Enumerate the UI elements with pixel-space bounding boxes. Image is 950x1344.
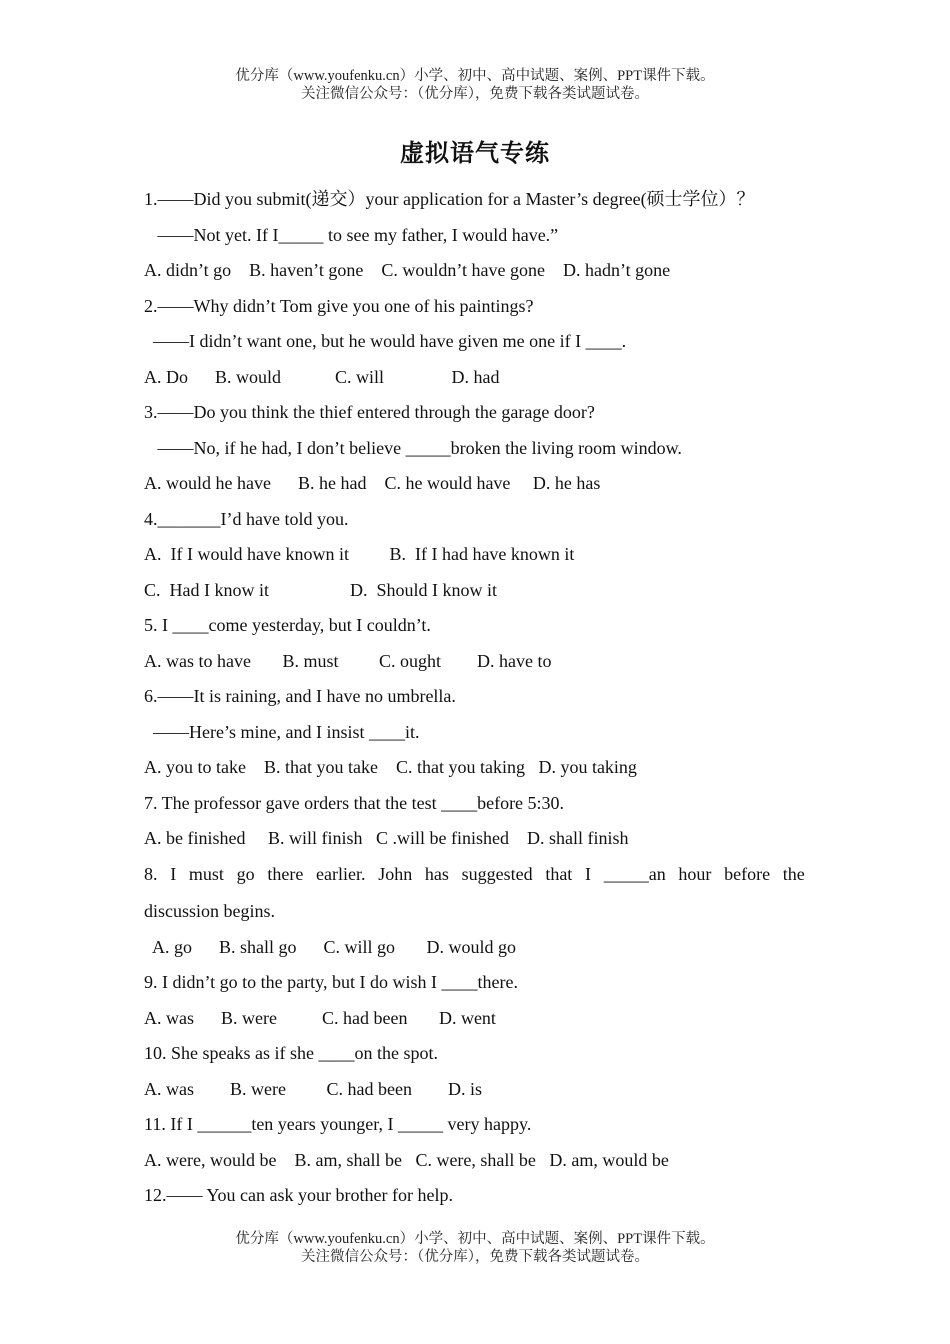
text-line: C. Had I know it D. Should I know it: [144, 580, 497, 600]
word: _____an: [603, 864, 666, 884]
word: hour: [678, 864, 712, 884]
document-title: 虚拟语气专练: [400, 141, 550, 167]
text-line: 1.——Did you submit(递交）your application for a Master’s degree(硕士学位）？: [144, 189, 755, 209]
text-line: 9. I didn’t go to the party, but I do wish I ____there.: [144, 972, 518, 992]
text-line: 4._______I’d have told you.: [144, 509, 349, 529]
text-line: A. didn’t go B. haven’t gone C. wouldn’t have gone D. hadn’t gone: [144, 260, 671, 280]
text-line: A. was B. were C. had been D. is: [144, 1079, 482, 1099]
text-line: [144, 863, 805, 885]
word: must: [188, 864, 224, 884]
text-line: 5. I ____come yesterday, but I couldn’t.: [144, 615, 431, 635]
word: there: [267, 864, 304, 884]
text-line: 10. She speaks as if she ____on the spot.: [144, 1043, 438, 1063]
word: the: [782, 864, 805, 884]
text-line: 3.——Do you think the thief entered through the garage door?: [144, 402, 595, 422]
word: suggested: [461, 864, 533, 884]
footer-line-2: 关注微信公众号：（优分库），免费下载各类试题试卷。: [301, 1249, 649, 1265]
page-footer: [0, 1230, 950, 1266]
text-line: A. Do B. would C. will D. had: [144, 367, 500, 387]
page-header: [0, 67, 950, 103]
text-line: ——Here’s mine, and I insist ____it.: [144, 722, 420, 742]
word: before: [724, 864, 771, 884]
text-line: A. were, would be B. am, shall be C. were, shall be D. am, would be: [144, 1150, 669, 1170]
word: 8.: [144, 864, 158, 884]
text-line: A. If I would have known it B. If I had have known it: [144, 544, 575, 564]
text-line: ——I didn’t want one, but he would have given me one if I ____.: [144, 331, 627, 351]
header-line-1: 优分库（www.youfenku.cn）小学、初中、高中试题、案例、PPT课件下载。: [235, 68, 715, 84]
text-line: discussion begins.: [144, 901, 276, 921]
word: I: [585, 864, 592, 884]
text-line: 12.—— You can ask your brother for help.: [144, 1185, 453, 1205]
word: I: [170, 864, 177, 884]
text-line: A. would he have B. he had C. he would have D. he has: [144, 473, 601, 493]
text-line: A. go B. shall go C. will go D. would go: [144, 937, 517, 957]
text-line: A. you to take B. that you take C. that you taking D. you taking: [144, 757, 637, 777]
word: John: [378, 864, 413, 884]
word: go: [236, 864, 255, 884]
text-line: 7. The professor gave orders that the test ____before 5:30.: [144, 793, 565, 813]
word: earlier.: [316, 864, 366, 884]
text-line: A. was B. were C. had been D. went: [144, 1008, 496, 1028]
header-line-2: 关注微信公众号：（优分库），免费下载各类试题试卷。: [301, 86, 649, 102]
footer-line-1: 优分库（www.youfenku.cn）小学、初中、高中试题、案例、PPT课件下载。: [235, 1231, 715, 1247]
text-line: 11. If I ______ten years younger, I _____ very happy.: [144, 1114, 532, 1134]
word: that: [545, 864, 573, 884]
word: has: [424, 864, 449, 884]
text-line: 6.——It is raining, and I have no umbrella.: [144, 686, 456, 706]
text-line: A. was to have B. must C. ought D. have to: [144, 651, 552, 671]
text-line: 2.——Why didn’t Tom give you one of his paintings?: [144, 296, 534, 316]
text-line: ——No, if he had, I don’t believe _____broken the living room window.: [144, 438, 682, 458]
text-line: A. be finished B. will finish C .will be finished D. shall finish: [144, 828, 629, 848]
text-line: ——Not yet. If I_____ to see my father, I would have.”: [144, 225, 559, 245]
